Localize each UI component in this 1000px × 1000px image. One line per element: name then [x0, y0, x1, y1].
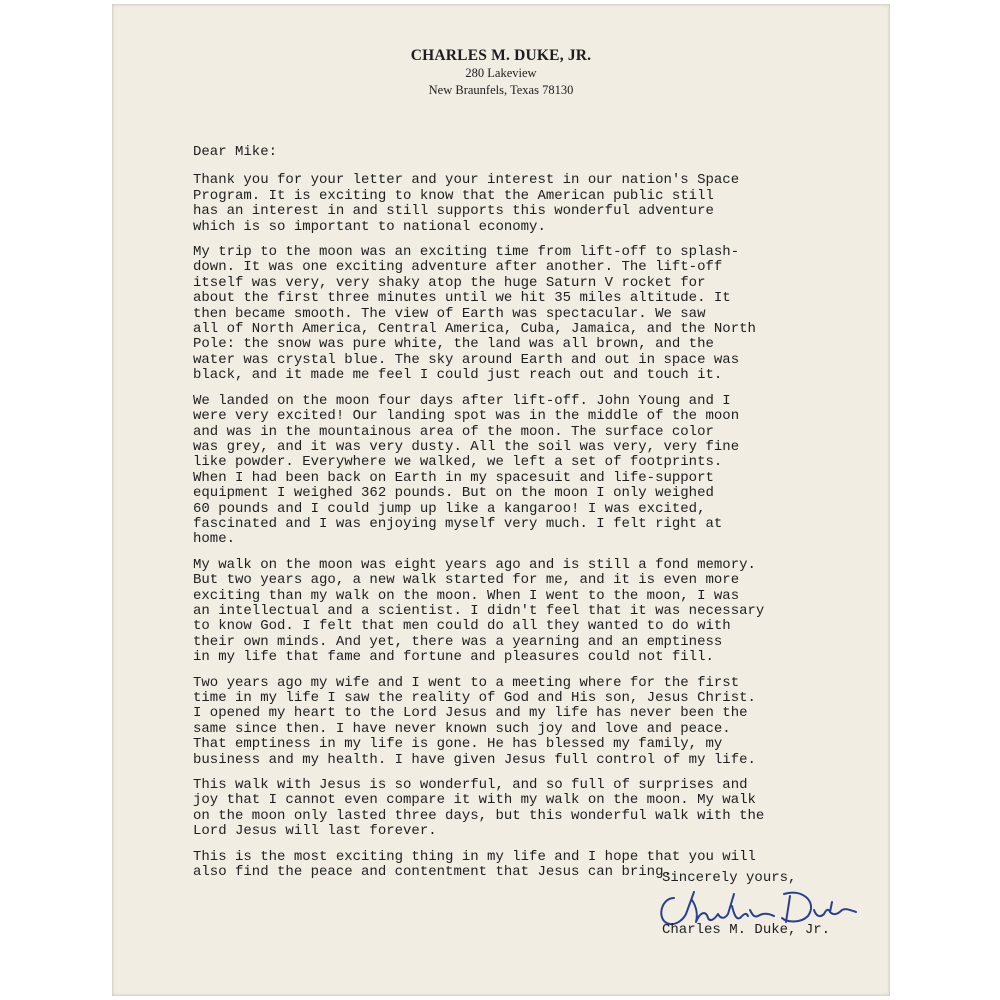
- paragraph-3: We landed on the moon four days after lift-off. John Young and I were very excited! Our landing spot was in the middle of the moon and was in the mountainous area of the moon. The surface color was grey, and it was very dusty. All the soil was very, very fine like powder. Everywhere we walked, we left a set of footprints. When I had been back on Earth in my spacesuit and life-support equipment I weighed 362 pounds. But on the moon I only weighed 60 pounds and I could jump up like a kangaroo! I was excited, fascinated and I was enjoying myself very much. I felt right at home.: [193, 392, 740, 548]
- letterhead-name: CHARLES M. DUKE, JR.: [410, 47, 592, 64]
- closing: Sincerely yours,: [662, 870, 797, 886]
- paragraph-6: This walk with Jesus is so wonderful, and so full of surprises and joy that I cannot even compare it with my walk on the moon. My walk on the moon only lasted three days, but this wonderful walk with the Lord Jesus will last forever.: [193, 777, 765, 840]
- letterhead-city: New Braunfels, Texas 78130: [428, 83, 574, 97]
- paragraph-1: Thank you for your letter and your interest in our nation's Space Program. It is exciting to know that the American public still has an interest in and still supports this wonderful adventure which is so important to national economy.: [193, 172, 740, 235]
- typed-name: Charles M. Duke, Jr.: [662, 922, 831, 938]
- salutation: Dear Mike:: [193, 144, 278, 160]
- paragraph-4: My walk on the moon was eight years ago and is still a fond memory. But two years ago, a new walk started for me, and it is even more exciting than my walk on the moon. When I went to the moon, I was an intellectual and a scientist. I didn't feel that it was necessary to know God. I felt that men could do all they wanted to do with their own minds. And yet, there was a yearning and an emptiness in my life that fame and fortune and pleasures could not fill.: [193, 556, 765, 666]
- paragraph-2: My trip to the moon was an exciting time from lift-off to splash- down. It was one exciting adventure after another. The lift-off itself was very, very shaky atop the huge Saturn V rocket for about the first three minutes until we hit 35 miles altitude. It then became smooth. The view of Earth was spectacular. We saw all of North America, Central America, Cuba, Jamaica, and the North Pole: the snow was pure white, the land was all brown, and the water was crystal blue. The sky around Earth and out in space was black, and it made me feel I could just reach out and touch it.: [193, 244, 756, 384]
- paragraph-7: This is the most exciting thing in my life and I hope that you will also find the peace and contentment that Jesus can bring.: [193, 848, 756, 881]
- letterhead: [112, 46, 890, 99]
- letter-body: [193, 145, 873, 890]
- letter-page: [112, 4, 890, 996]
- letterhead-street: 280 Lakeview: [465, 66, 537, 80]
- paragraph-5: Two years ago my wife and I went to a meeting where for the first time in my life I saw the reality of God and His son, Jesus Christ. I opened my heart to the Lord Jesus and my life has never been the same since then. I have never known such joy and love and peace. That emptiness in my life is gone. He has blessed my family, my business and my health. I have given Jesus full control of my life.: [193, 674, 756, 768]
